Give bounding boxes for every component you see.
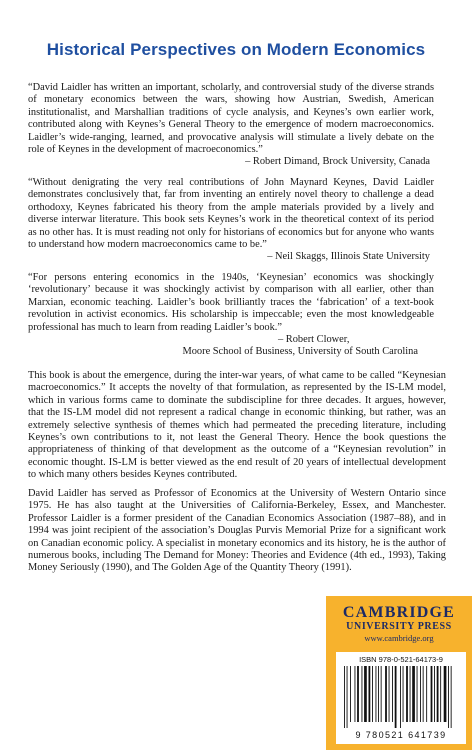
barcode-bar: [389, 666, 390, 722]
barcode-bar: [376, 666, 377, 722]
author-bio: David Laidler has served as Professor of Economics at the University of Western Ontario since 1975. He has also taught at the Universities of California-Berkeley, Essex, and Manchester. Professor Laidler is a former president of the Canadian Economics Association (1987–88), and in 1994 was joint recipient of the association’s Douglas Purvis Memorial Prize for a significant work on Canadian economic policy. A specialist in monetary economics and its history, he is the author of numerous books, including The Demand for Money: Theories and Evidence (4th ed., 1993), Taking Money Seriously (1990), and The Golden Age of the Quantity Theory (1991).: [28, 488, 446, 574]
barcode-bar: [412, 666, 415, 722]
series-title: Historical Perspectives on Modern Economics: [46, 40, 426, 59]
attribution-affiliation: Moore School of Business, University of South Carolina: [182, 346, 418, 358]
isbn-label: ISBN 978-0-521-64173-9: [359, 655, 443, 664]
barcode-bar: [420, 666, 421, 722]
publisher-name: CAMBRIDGE: [342, 604, 456, 621]
barcode-bar: [350, 666, 351, 722]
barcode-bar: [410, 666, 411, 722]
barcode-bar: [417, 666, 418, 722]
attribution-name: – Robert Clower,: [278, 334, 350, 346]
quote-attribution: – Robert Dimand, Brock University, Canada: [245, 156, 430, 168]
barcode-bar: [434, 666, 435, 722]
barcode-box: [336, 652, 466, 744]
barcode-bar: [381, 666, 382, 722]
barcode-bar: [372, 666, 373, 722]
barcode-bar: [392, 666, 393, 722]
barcode-bar: [451, 666, 452, 728]
publisher-subname: UNIVERSITY PRESS: [346, 621, 452, 632]
quote-dimand: [28, 82, 434, 169]
publisher-url: www.cambridge.org: [364, 633, 434, 643]
quote-skaggs: [28, 177, 434, 264]
barcode-bar: [357, 666, 359, 722]
barcode-bar: [431, 666, 433, 722]
barcode-bar: [426, 666, 427, 722]
barcode-bar: [400, 666, 401, 728]
publisher-block: [326, 596, 472, 750]
barcode-bar: [444, 666, 447, 722]
barcode-bar: [406, 666, 408, 722]
quote-text: “Without denigrating the very real contributions of John Maynard Keynes, David Laidler demonstrates conclusively that, far from inventing an entirely novel theory to challenge a dead orthodoxy, Keynes fabricated his theory from the ample materials provided by a lively and diverse interwar literature. This book sets Keynes’s work in the theoretical context of its period as no other has. It is must reading not only for historians of economics but for anyone who wants to understand how modern macroeconomics came to be.”: [28, 177, 434, 251]
publisher-logo: [326, 604, 472, 644]
barcode-bar: [423, 666, 424, 722]
barcode-bar: [347, 666, 348, 728]
barcode-bar: [395, 666, 397, 728]
barcode-bar: [369, 666, 371, 722]
barcode: [342, 666, 460, 728]
barcode-bar: [364, 666, 367, 722]
quote-attribution: – Neil Skaggs, Illinois State University: [267, 251, 430, 263]
ean-number: 9 780521 641739: [355, 730, 447, 740]
quote-text: “For persons entering economics in the 1940s, ‘Keynesian’ economics was shockingly ‘revolutionary’ because it was shockingly activist by comparison with all earlier, other than Marxian, economic teaching. Laidler’s book brilliantly traces the ‘fabrication’ of a text-book revolution in activist economics. His scholarship is impeccable; even the most knowledgeable professional has much to learn from reading Laidler’s book.”: [28, 272, 434, 333]
quote-attribution: [28, 334, 434, 359]
barcode-bar: [440, 666, 441, 722]
barcode-bar: [355, 666, 356, 722]
barcode-bar: [378, 666, 379, 722]
barcode-bar: [403, 666, 404, 722]
barcode-bar: [385, 666, 387, 722]
barcode-bar: [448, 666, 449, 728]
barcode-bar: [362, 666, 363, 722]
quote-clower: [28, 272, 434, 359]
barcode-bar: [344, 666, 345, 728]
quote-text: “David Laidler has written an important, scholarly, and controversial study of the diverse strands of monetary economics between the wars, showing how Austrian, Swedish, American institutionalist, and Marshallian traditions of cycle analysis, and Keynes’s own earlier work, contributed along with Keynes’s General Theory to the emergence of modern macroeconomics. Laidler’s wide-ranging, learned, and provocative analysis will stimulate a lively debate on the role of Keynes in the development of macroeconomics.”: [28, 82, 434, 156]
book-description: This book is about the emergence, during the inter-war years, of what came to be called “Keynesian macroeconomics.” It accepts the novelty of that formulation, as represented by the IS-LM model, which in various forms came to dominate the subdiscipline for three decades. It argues, however, that the IS-LM model did not represent a radical change in economic thinking, but rather, was an extremely selective synthesis of themes which had permeated the preceding literature, including Keynes’s own contributions to it, not least the General Theory. Hence the book questions the appropriateness of thinking of that development as the outcome of a “Keynesian revolution” in economic thought. IS-LM is better viewed as the end result of 20 years of intellectual development to which many others besides Keynes contributed.: [28, 370, 446, 481]
barcode-bar: [437, 666, 439, 722]
